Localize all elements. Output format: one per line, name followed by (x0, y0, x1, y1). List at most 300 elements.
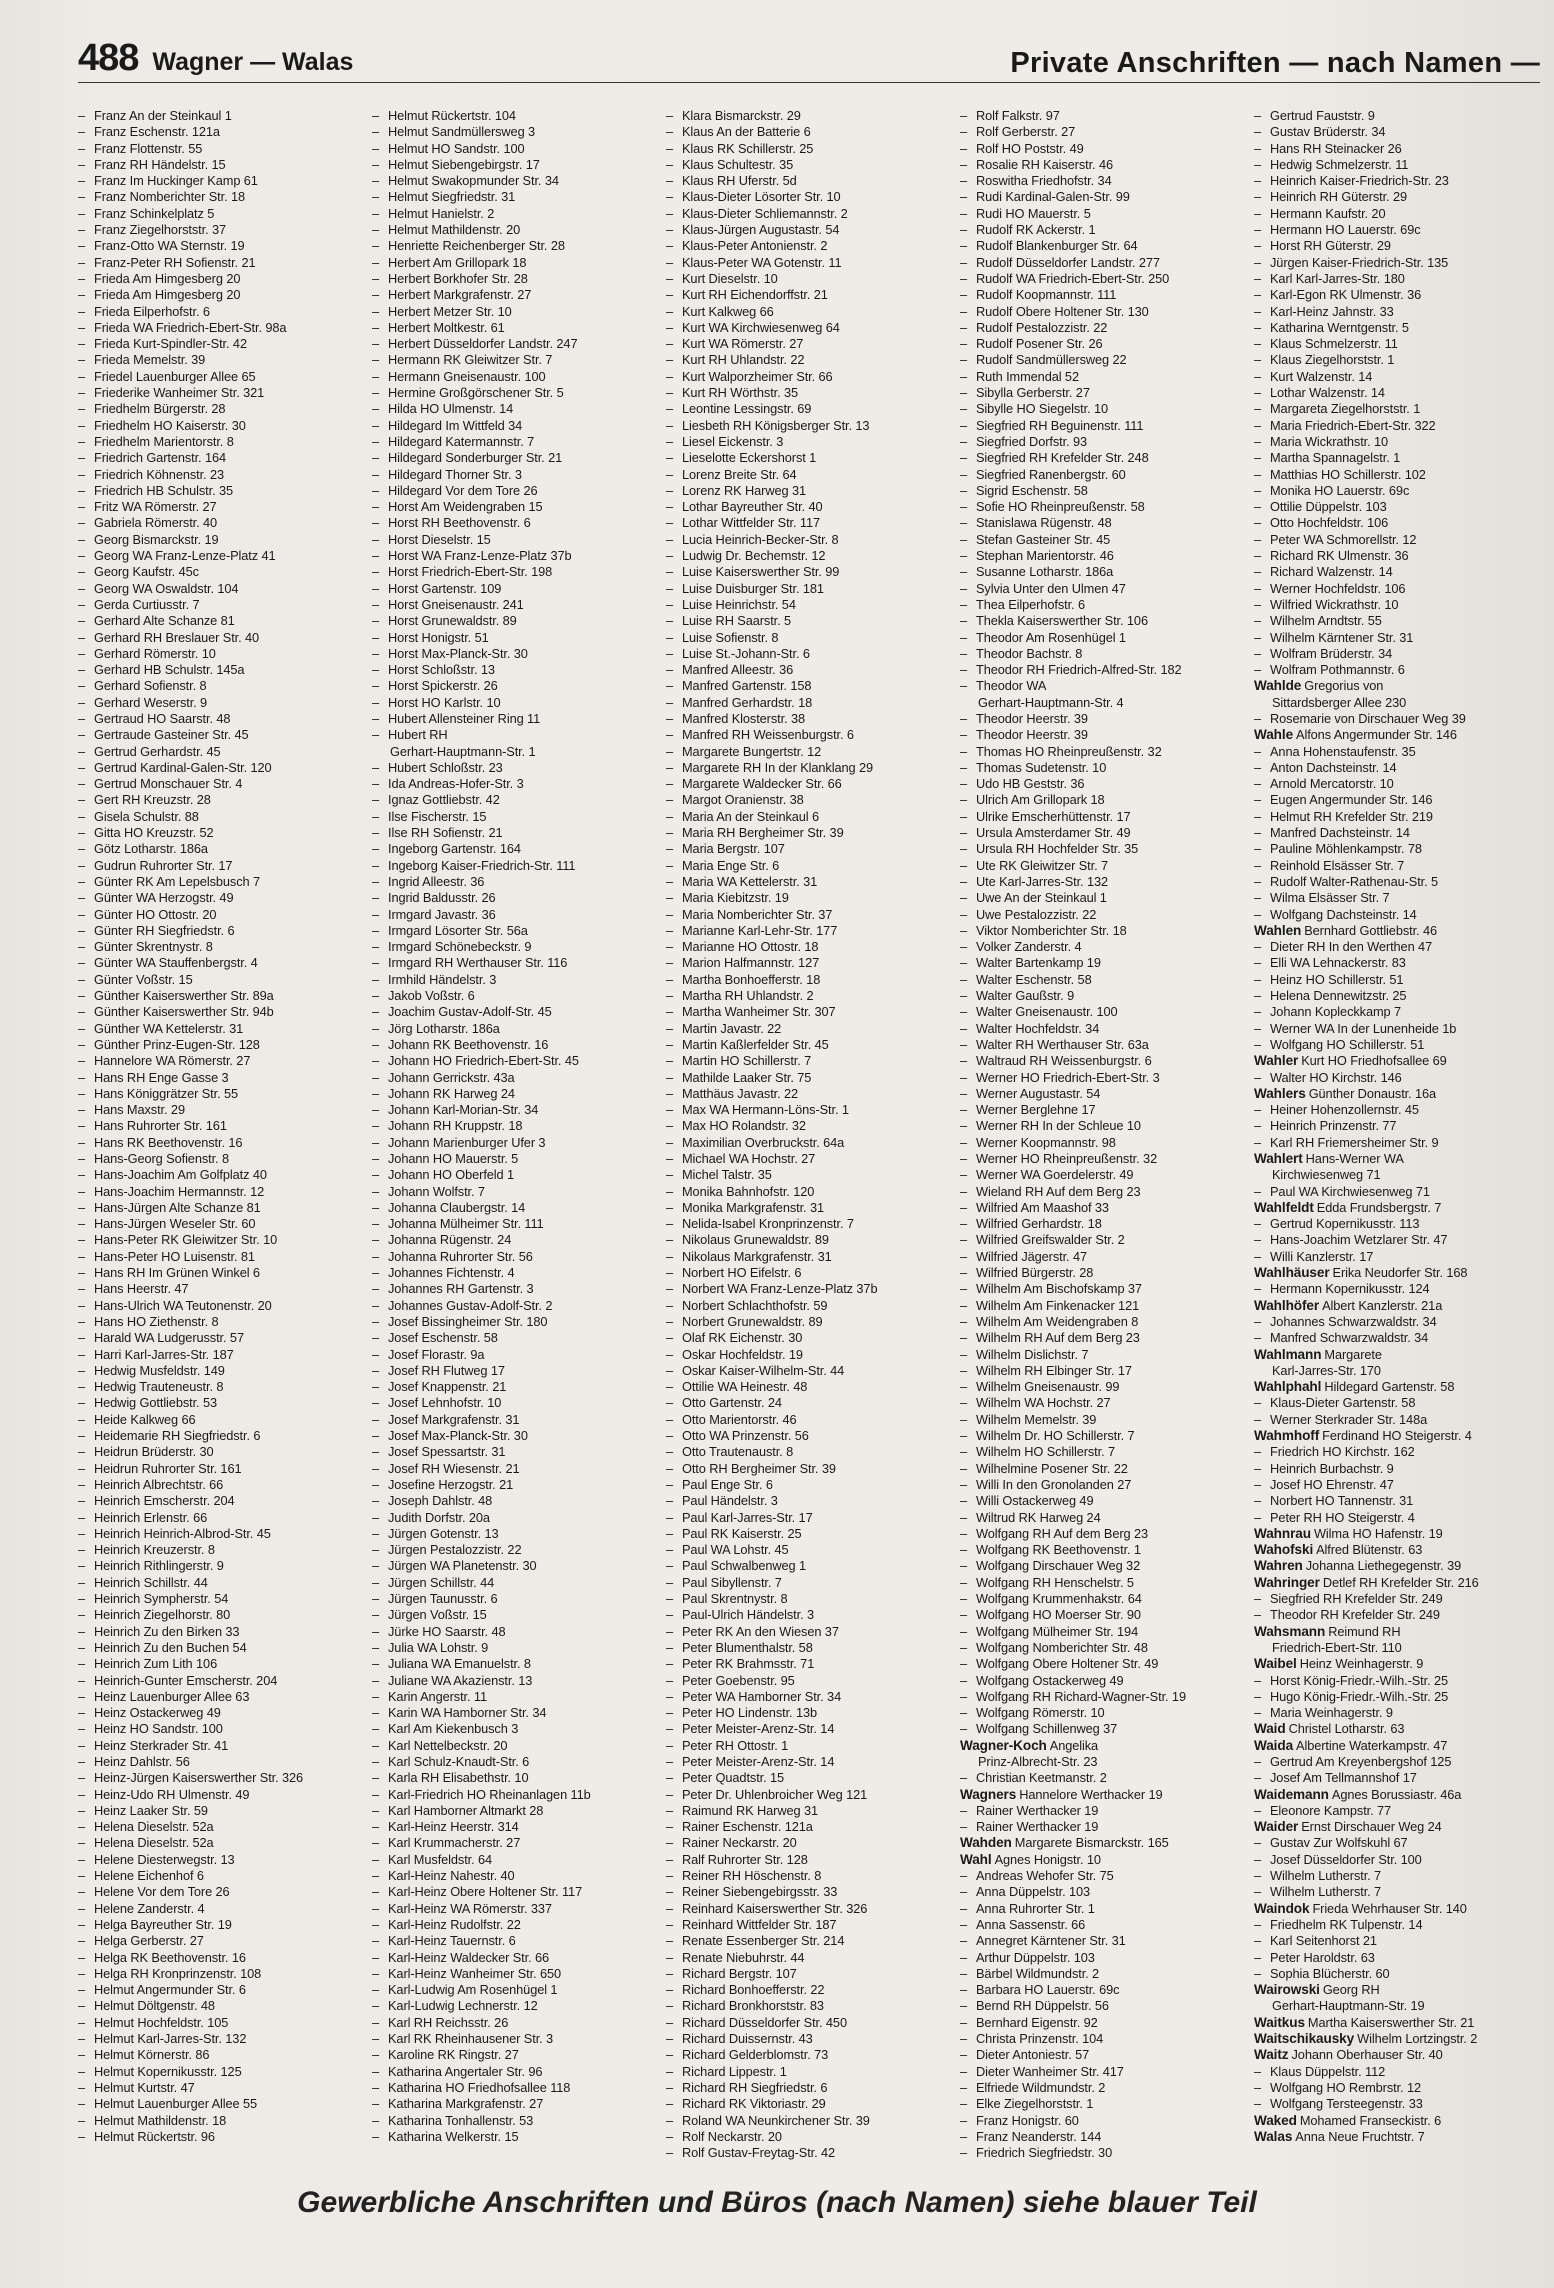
repeat-dash: – (666, 873, 674, 889)
entry-text: Karl-Ludwig Lechnerstr. 12 (388, 1998, 538, 2014)
listing-entry (666, 1412, 952, 1428)
entry-text: Katharina Angertaler Str. 96 (388, 2063, 543, 2079)
listing-entry (372, 1298, 658, 1314)
surname-heading: Wahsmann (1254, 1623, 1326, 1639)
listing-entry (1254, 809, 1540, 825)
listing-entry (372, 1575, 658, 1591)
repeat-dash: – (372, 2128, 380, 2144)
repeat-dash: – (1254, 1916, 1262, 1932)
listing-entry (666, 532, 952, 548)
listing-entry (1254, 206, 1540, 222)
repeat-dash: – (666, 1346, 674, 1362)
listing-entry (666, 1591, 952, 1607)
listing-entry (1254, 1281, 1540, 1297)
repeat-dash: – (372, 564, 380, 580)
repeat-dash: – (666, 433, 674, 449)
listing-entry (372, 271, 658, 287)
entry-text: Wolfgang Obere Holtener Str. 49 (976, 1656, 1159, 1672)
listing-entry (372, 1070, 658, 1086)
listing-entry (960, 1656, 1246, 1672)
listing-entry (666, 923, 952, 939)
repeat-dash: – (666, 1379, 674, 1395)
repeat-dash: – (666, 205, 674, 221)
repeat-dash: – (1254, 531, 1262, 547)
repeat-dash: – (960, 401, 968, 417)
listing-entry (78, 858, 364, 874)
repeat-dash: – (1254, 1591, 1262, 1607)
entry-text: Klaus An der Batterie 6 (682, 124, 811, 140)
listing-entry (372, 385, 658, 401)
repeat-dash: – (372, 1819, 380, 1835)
listing-entry (1254, 597, 1540, 613)
repeat-dash: – (372, 1721, 380, 1737)
repeat-dash: – (372, 1102, 380, 1118)
listing-entry (372, 1265, 658, 1281)
entry-text: Horst König-Friedr.-Wilh.-Str. 25 (1270, 1672, 1449, 1688)
listing-entry (960, 1004, 1246, 1020)
entry-text: Hildegard Thorner Str. 3 (388, 466, 522, 482)
repeat-dash: – (666, 1509, 674, 1525)
repeat-dash: – (1254, 385, 1262, 401)
repeat-dash: – (960, 1607, 968, 1623)
listing-entry (1254, 744, 1540, 760)
listing-entry (960, 320, 1246, 336)
entry-text: Manfred Gartenstr. 158 (682, 678, 812, 694)
entry-text: Richard RH Siegfriedstr. 6 (682, 2079, 828, 2095)
listing-entry (666, 792, 952, 808)
repeat-dash: – (78, 1868, 86, 1884)
entry-text: Günther Donaustr. 16a (1308, 1085, 1437, 1101)
entry-text: Helmut Rückertstr. 96 (94, 2128, 215, 2144)
listing-entry (960, 662, 1246, 678)
entry-text: Johann RH Kruppstr. 18 (388, 1118, 523, 1134)
entry-text: Oskar Hochfeldstr. 19 (682, 1346, 803, 1362)
entry-text: Jürgen Gotenstr. 13 (388, 1525, 499, 1541)
entry-text: Thekla Kaiserswerther Str. 106 (976, 613, 1148, 629)
repeat-dash: – (666, 1574, 674, 1590)
entry-text: Maximilian Overbruckstr. 64a (682, 1134, 845, 1150)
entry-text: Gertrud Fauststr. 9 (1270, 108, 1375, 123)
repeat-dash: – (78, 140, 86, 156)
listing-entry (78, 1232, 364, 1248)
listing-entry (372, 1835, 658, 1851)
repeat-dash: – (666, 1868, 674, 1884)
entry-text: Johann Wolfstr. 7 (388, 1183, 485, 1199)
entry-text: Franz Flottenstr. 55 (94, 140, 203, 156)
repeat-dash: – (960, 873, 968, 889)
repeat-dash: – (960, 1281, 968, 1297)
surname-entry (1254, 2129, 1540, 2145)
entry-text: Anna Sassenstr. 66 (976, 1916, 1086, 1932)
entry-text: Michel Talstr. 35 (682, 1167, 772, 1183)
repeat-dash: – (372, 1916, 380, 1932)
listing-entry (1254, 1216, 1540, 1232)
repeat-dash: – (372, 2063, 380, 2079)
repeat-dash: – (78, 1705, 86, 1721)
entry-text: Hilda HO Ulmenstr. 14 (388, 401, 514, 417)
listing-entry (960, 939, 1246, 955)
entry-text: Christian Keetmanstr. 2 (976, 1770, 1107, 1786)
repeat-dash: – (666, 1493, 674, 1509)
listing-entry (372, 124, 658, 140)
listing-entry (372, 548, 658, 564)
entry-text: Helga RK Beethovenstr. 16 (94, 1949, 246, 1965)
entry-text: Georg WA Franz-Lenze-Platz 41 (94, 548, 276, 564)
repeat-dash: – (666, 1542, 674, 1558)
listing-entry (666, 1118, 952, 1134)
repeat-dash: – (78, 1167, 86, 1183)
surname-entry (1254, 1379, 1540, 1395)
listing-entry (960, 858, 1246, 874)
surname-entry (1254, 1819, 1540, 1835)
repeat-dash: – (960, 417, 968, 433)
repeat-dash: – (666, 385, 674, 401)
entry-text: Wolfram Brüderstr. 34 (1270, 645, 1393, 661)
entry-text: Liesel Eickenstr. 3 (682, 433, 784, 449)
repeat-dash: – (372, 1770, 380, 1786)
entry-text: Hans Maxstr. 29 (94, 1102, 185, 1118)
listing-entry (666, 1607, 952, 1623)
repeat-dash: – (1254, 1232, 1262, 1248)
entry-text: Ida Andreas-Hofer-Str. 3 (388, 776, 524, 792)
entry-text: Jürgen Kaiser-Friedrich-Str. 135 (1270, 254, 1449, 270)
repeat-dash: – (78, 1802, 86, 1818)
entry-text: Kurt RH Wörthstr. 35 (682, 385, 799, 401)
repeat-dash: – (372, 270, 380, 286)
listing-entry (78, 955, 364, 971)
listing-entry (1254, 1070, 1540, 1086)
listing-entry (372, 1950, 658, 1966)
listing-entry (1254, 1933, 1540, 1949)
surname-entry (1254, 1526, 1540, 1542)
listing-entry (78, 1982, 364, 1998)
listing-entry (1254, 1917, 1540, 1933)
listing-entry (78, 1526, 364, 1542)
entry-text: Paul WA Lohstr. 45 (682, 1542, 789, 1558)
repeat-dash: – (372, 515, 380, 531)
repeat-dash: – (666, 1167, 674, 1183)
entry-text: Heinz Sterkrader Str. 41 (94, 1737, 229, 1753)
listing-entry (78, 1558, 364, 1574)
repeat-dash: – (960, 1933, 968, 1949)
listing-entry (666, 646, 952, 662)
repeat-dash: – (666, 319, 674, 335)
entry-text: Siegfried Ranenbergstr. 60 (976, 466, 1126, 482)
repeat-dash: – (372, 873, 380, 889)
entry-text: Hans-Joachim Am Golfplatz 40 (94, 1167, 267, 1183)
repeat-dash: – (372, 222, 380, 238)
repeat-dash: – (78, 564, 86, 580)
listing-entry (666, 1363, 952, 1379)
entry-text: Rainer Werthacker 19 (976, 1802, 1099, 1818)
listing-entry (1254, 1607, 1540, 1623)
repeat-dash: – (666, 548, 674, 564)
listing-entry (78, 352, 364, 368)
listing-entry (960, 532, 1246, 548)
repeat-dash: – (960, 2145, 968, 2161)
entry-text: Werner RH In der Schleue 10 (976, 1118, 1141, 1134)
listing-entry (78, 2080, 364, 2096)
repeat-dash: – (78, 694, 86, 710)
repeat-dash: – (372, 662, 380, 678)
repeat-dash: – (78, 1248, 86, 1264)
entry-text: Peter RK An den Wiesen 37 (682, 1623, 839, 1639)
listing-entry (372, 825, 658, 841)
entry-text: Gerhard Alte Schanze 81 (94, 613, 235, 629)
repeat-dash: – (372, 1313, 380, 1329)
surname-heading: Wahl (960, 1851, 992, 1867)
repeat-dash: – (1254, 352, 1262, 368)
entry-text: Rolf Gustav-Freytag-Str. 42 (682, 2145, 836, 2161)
entry-text: Rudolf RK Ackerstr. 1 (976, 222, 1096, 238)
repeat-dash: – (78, 385, 86, 401)
repeat-dash: – (666, 662, 674, 678)
entry-text: Katharina Welkerstr. 15 (388, 2128, 519, 2144)
repeat-dash: – (960, 1656, 968, 1672)
listing-entry (1254, 939, 1540, 955)
repeat-dash: – (1254, 776, 1262, 792)
entry-text: Luise Heinrichstr. 54 (682, 596, 796, 612)
repeat-dash: – (1254, 759, 1262, 775)
entry-text: Richard Bonhoefferstr. 22 (682, 1982, 825, 1998)
listing-entry (960, 646, 1246, 662)
repeat-dash: – (78, 2047, 86, 2063)
repeat-dash: – (78, 189, 86, 205)
listing-entry (1254, 1477, 1540, 1493)
entry-text: Angelika (1049, 1737, 1099, 1753)
listing-entry (666, 1901, 952, 1917)
listing-entry (960, 2047, 1246, 2063)
repeat-dash: – (666, 1525, 674, 1541)
entry-text: Hugo König-Friedr.-Wilh.-Str. 25 (1270, 1688, 1449, 1704)
repeat-dash: – (666, 417, 674, 433)
surname-entry (960, 1787, 1246, 1803)
repeat-dash: – (1254, 1868, 1262, 1884)
repeat-dash: – (78, 303, 86, 319)
entry-text: Otto Hochfeldstr. 106 (1270, 515, 1389, 531)
entry-text: Irmgard Javastr. 36 (388, 906, 496, 922)
page-number: 488 (78, 37, 139, 79)
entry-text: Ingeborg Gartenstr. 164 (388, 841, 521, 857)
repeat-dash: – (666, 1802, 674, 1818)
listing-entry (372, 613, 658, 629)
repeat-dash: – (960, 1868, 968, 1884)
repeat-dash: – (1254, 613, 1262, 629)
repeat-dash: – (1254, 1802, 1262, 1818)
repeat-dash: – (78, 1313, 86, 1329)
entry-text: Rainer Eschenstr. 121a (682, 1819, 813, 1835)
repeat-dash: – (372, 678, 380, 694)
listing-entry (372, 1656, 658, 1672)
entry-text: Lothar Wittfelder Str. 117 (682, 515, 820, 531)
entry-text: Hubert RH (388, 727, 448, 743)
repeat-dash: – (372, 1542, 380, 1558)
repeat-dash: – (960, 1134, 968, 1150)
entry-text: Günter WA Herzogstr. 49 (94, 890, 234, 906)
surname-entry (960, 1835, 1246, 1851)
entry-text: Karl Schulz-Knaudt-Str. 6 (388, 1753, 530, 1769)
entry-text: Gerhard Weserstr. 9 (94, 694, 208, 710)
repeat-dash: – (1254, 336, 1262, 352)
entry-text: Wilhelm Am Weidengraben 8 (976, 1313, 1139, 1329)
repeat-dash: – (666, 482, 674, 498)
repeat-dash: – (78, 1770, 86, 1786)
entry-text: Karl-Heinz WA Römerstr. 337 (388, 1900, 552, 1916)
entry-text: Franz Eschenstr. 121a (94, 124, 220, 140)
entry-text: Johann Gerrickstr. 43a (388, 1069, 515, 1085)
entry-text: Maria Bergstr. 107 (682, 841, 785, 857)
entry-text: Franz Schinkelplatz 5 (94, 205, 215, 221)
repeat-dash: – (1254, 1134, 1262, 1150)
listing-entry (960, 841, 1246, 857)
entry-text: Walter HO Kirchstr. 146 (1270, 1069, 1402, 1085)
listing-entry (78, 238, 364, 254)
repeat-dash: – (372, 1949, 380, 1965)
entry-text: Joseph Dahlstr. 48 (388, 1493, 493, 1509)
entry-text: Roland WA Neunkirchener Str. 39 (682, 2112, 870, 2128)
entry-text: Helmut Döltgenstr. 48 (94, 1998, 215, 2014)
repeat-dash: – (960, 1313, 968, 1329)
repeat-dash: – (372, 1802, 380, 1818)
surname-heading: Wahlfeldt (1254, 1199, 1314, 1215)
entry-text: Karin WA Hamborner Str. 34 (388, 1705, 547, 1721)
listing-entry (372, 1803, 658, 1819)
entry-text: Joachim Gustav-Adolf-Str. 45 (388, 1004, 552, 1020)
repeat-dash: – (1254, 287, 1262, 303)
listing-entry (666, 1966, 952, 1982)
listing-entry (372, 1249, 658, 1265)
repeat-dash: – (960, 287, 968, 303)
repeat-dash: – (1254, 1395, 1262, 1411)
entry-text: Ernst Dirschauer Weg 24 (1301, 1819, 1442, 1835)
listing-entry (372, 352, 658, 368)
entry-text: Helena Dennewitzstr. 25 (1270, 988, 1407, 1004)
entry-text: Kurt WA Kirchwiesenweg 64 (682, 319, 840, 335)
entry-text: Horst WA Franz-Lenze-Platz 37b (388, 548, 572, 564)
repeat-dash: – (666, 759, 674, 775)
repeat-dash: – (960, 906, 968, 922)
entry-text: Horst RH Beethovenstr. 6 (388, 515, 531, 531)
entry-text: Siegfried RH Krefelder Str. 248 (976, 450, 1149, 466)
repeat-dash: – (78, 1753, 86, 1769)
surname-heading: Wahlphahl (1254, 1379, 1322, 1395)
repeat-dash: – (960, 189, 968, 205)
repeat-dash: – (1254, 890, 1262, 906)
repeat-dash: – (78, 2063, 86, 2079)
listing-entry (78, 336, 364, 352)
repeat-dash: – (1254, 108, 1262, 123)
listing-entry (78, 2064, 364, 2080)
repeat-dash: – (1254, 580, 1262, 596)
listing-entry (372, 1135, 658, 1151)
entry-text: Werner Augustastr. 54 (976, 1085, 1101, 1101)
entry-text: Norbert Schlachthofstr. 59 (682, 1297, 828, 1313)
repeat-dash: – (666, 1998, 674, 2014)
entry-text: Hans-Georg Sofienstr. 8 (94, 1151, 229, 1166)
entry-text: Reinhard Wittfelder Str. 187 (682, 1916, 837, 1932)
listing-entry (666, 499, 952, 515)
listing-entry (78, 206, 364, 222)
repeat-dash: – (372, 1036, 380, 1052)
repeat-dash: – (78, 1102, 86, 1118)
entry-text: Horst Spickerstr. 26 (388, 678, 498, 694)
listing-entry (372, 1216, 658, 1232)
listing-entry (960, 483, 1246, 499)
entry-text: Willi Ostackerweg 49 (976, 1493, 1094, 1509)
listing-entry (960, 1216, 1246, 1232)
listing-entry (78, 1363, 364, 1379)
repeat-dash: – (372, 1428, 380, 1444)
repeat-dash: – (960, 1802, 968, 1818)
repeat-dash: – (666, 971, 674, 987)
listing-entry (666, 336, 952, 352)
repeat-dash: – (666, 710, 674, 726)
listing-entry (960, 369, 1246, 385)
listing-entry (372, 2129, 658, 2145)
listing-entry (960, 1070, 1246, 1086)
repeat-dash: – (1254, 1444, 1262, 1460)
repeat-dash: – (666, 743, 674, 759)
repeat-dash: – (1254, 238, 1262, 254)
listing-entry (666, 711, 952, 727)
listing-entry (960, 1314, 1246, 1330)
repeat-dash: – (1254, 1770, 1262, 1786)
entry-text: Franz An der Steinkaul 1 (94, 108, 232, 123)
entry-text: Johannes Gustav-Adolf-Str. 2 (388, 1297, 553, 1313)
entry-text: Hermann Kopernikusstr. 124 (1270, 1281, 1430, 1297)
entry-text: Walter Gneisenaustr. 100 (976, 1004, 1118, 1020)
entry-text: Peter Meister-Arenz-Str. 14 (682, 1753, 835, 1769)
entry-text: Rudi Kardinal-Galen-Str. 99 (976, 189, 1130, 205)
repeat-dash: – (372, 1933, 380, 1949)
listing-entry (666, 1689, 952, 1705)
entry-text: Walter Bartenkamp 19 (976, 955, 1101, 971)
repeat-dash: – (960, 857, 968, 873)
repeat-dash: – (666, 1216, 674, 1232)
repeat-dash: – (372, 108, 380, 123)
repeat-dash: – (78, 254, 86, 270)
repeat-dash: – (666, 1297, 674, 1313)
listing-entry (960, 2096, 1246, 2112)
listing-entry (666, 727, 952, 743)
entry-text: Rainer Werthacker 19 (976, 1819, 1099, 1835)
repeat-dash: – (78, 1297, 86, 1313)
repeat-dash: – (960, 140, 968, 156)
repeat-dash: – (960, 1167, 968, 1183)
running-title: Wagner — Walas (152, 48, 354, 76)
entry-text: Friedrich HO Kirchstr. 162 (1270, 1444, 1415, 1460)
entry-text: Friedhelm HO Kaiserstr. 30 (94, 417, 246, 433)
repeat-dash: – (372, 433, 380, 449)
listing-entry (666, 1835, 952, 1851)
entry-text: Wilhelm Dislichstr. 7 (976, 1346, 1089, 1362)
listing-entry (372, 320, 658, 336)
entry-text: Ute RK Gleiwitzer Str. 7 (976, 857, 1109, 873)
entry-text: Karl Nettelbeckstr. 20 (388, 1737, 508, 1753)
repeat-dash: – (78, 857, 86, 873)
repeat-dash: – (960, 1591, 968, 1607)
header-left (78, 37, 353, 80)
entry-text: Wilfried Jägerstr. 47 (976, 1248, 1087, 1264)
entry-text: Hannelore WA Römerstr. 27 (94, 1053, 251, 1069)
listing-entry (666, 1037, 952, 1053)
entry-text: Sofie HO Rheinpreußenstr. 58 (976, 499, 1145, 515)
repeat-dash: – (666, 1004, 674, 1020)
entry-text: Heinrich-Gunter Emscherstr. 204 (94, 1672, 278, 1688)
repeat-dash: – (666, 1248, 674, 1264)
repeat-dash: – (372, 2047, 380, 2063)
repeat-dash: – (78, 1721, 86, 1737)
